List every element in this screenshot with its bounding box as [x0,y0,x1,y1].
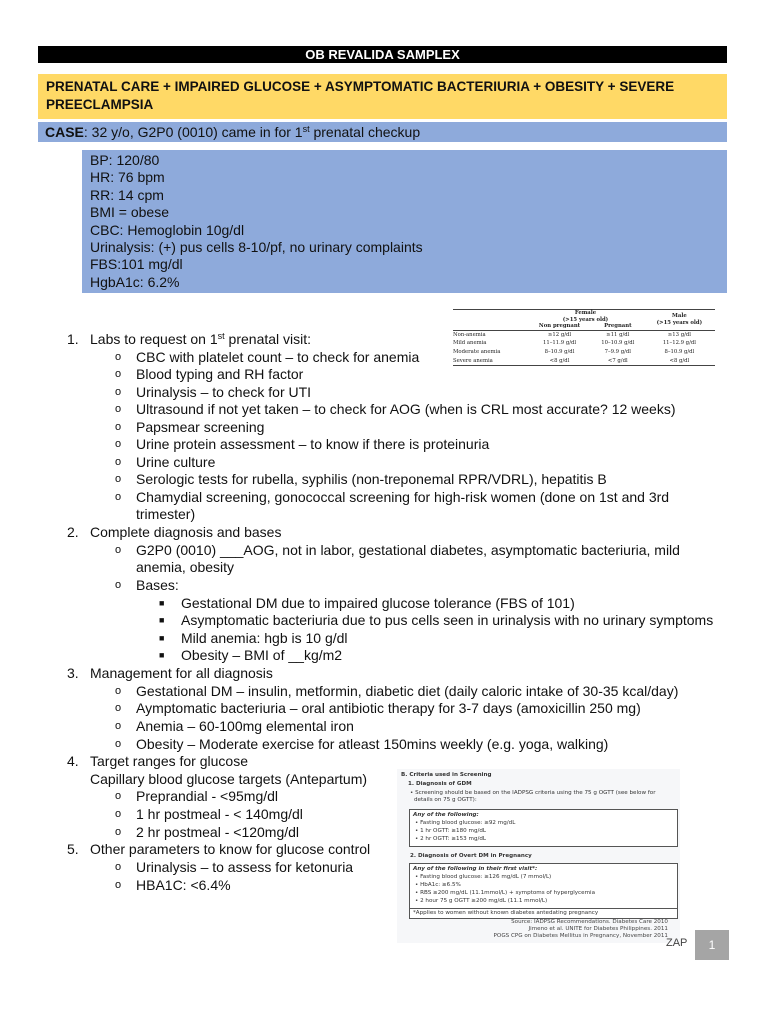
vital-hgba1c: HgbA1c: 6.2% [90,273,180,290]
case-topic-title [38,74,727,119]
topic-title-line-2: PREECLAMPSIA [46,97,154,112]
bullet-glyph: o [115,702,122,714]
vital-fbs: FBS:101 mg/dl [90,256,183,273]
list-item: Urine protein assessment – to know if there is proteinuria [136,436,490,452]
case-description [38,122,727,142]
figure-sub1: 1. Diagnosis of GDM [408,781,472,787]
case-text: : 32 y/o, G2P0 (0010) came in for 1 [83,124,303,140]
figure-footnote: *Applies to women without known diabetes antedating pregnancy [413,910,599,916]
list-item: Urinalysis – to assess for ketonuria [136,859,354,875]
vital-bmi: BMI = obese [90,204,169,221]
bullet-glyph: o [115,473,122,485]
col-nonpregnant: Non pregnant [538,323,581,329]
list-item: Asymptomatic bacteriuria due to pus cells seen in urinalysis with no urinary symptoms [181,612,714,628]
box2-title: Any of the following in their first visit*: [413,866,538,872]
bullet-glyph: o [115,438,122,450]
list-item: Gestational DM – insulin, metformin, diabetic diet (daily caloric intake of 30-35 kcal/day) [136,683,679,699]
section-5-title: Other parameters to know for glucose control [90,841,371,857]
table-row [453,330,715,339]
list-item: Obesity – Moderate exercise for atleast 150mins weekly (e.g. yoga, walking) [136,736,609,752]
figure-note-line2: details on 75 g OGTT): [414,797,477,803]
square-bullet: ■ [159,633,165,643]
section-5-number: 5. [67,841,79,857]
square-bullet: ■ [159,615,165,625]
row-label: Non-anemia [453,331,486,338]
bullet-glyph: o [115,421,122,433]
bullet-glyph: o [115,879,122,891]
cell: ≥11 g/dl [606,331,630,338]
gdm-criteria-box [409,809,678,847]
list-item: HBA1C: <6.4% [136,877,231,893]
box1-item: • 2 hr OGTT: ≥153 mg/dL [415,836,487,842]
table-row [453,339,715,348]
section-1-title [90,331,311,349]
section-3-number: 3. [67,665,79,681]
square-bullet: ■ [159,650,165,660]
cell: 11–12.9 g/dl [662,340,696,347]
cell: 11–11.9 g/dl [542,340,577,347]
list-item: 2 hr postmeal - <120mg/dl [136,824,300,840]
case-text-post: prenatal checkup [309,124,421,140]
anemia-table [453,309,715,366]
figure-sub2: 2. Diagnosis of Overt DM in Pregnancy [410,853,532,859]
page-number: 1 [695,930,729,960]
bullet-glyph: o [115,808,122,820]
bullet-glyph: o [115,790,122,802]
vital-rr: RR: 14 cpm [90,186,164,203]
list-item-continued: anemia, obesity [136,559,235,575]
list-item: Mild anemia: hgb is 10 g/dl [181,630,348,646]
section-3-title: Management for all diagnosis [90,665,273,681]
table-row [453,348,715,357]
cell: <7 g/dl [607,357,628,364]
bullet-glyph: o [115,403,122,415]
col-pregnant: Pregnant [604,323,632,329]
bullet-glyph: o [115,685,122,697]
cell: 10–10.9 g/dl [601,340,635,347]
section-2-title: Complete diagnosis and bases [90,524,282,540]
vital-cbc: CBC: Hemoglobin 10g/dl [90,221,245,238]
overt-dm-box [409,863,678,911]
box2-item: • HbA1c: ≥6.5% [415,882,461,888]
list-item-continued: trimester) [136,506,196,522]
list-item: Gestational DM due to impaired glucose tolerance (FBS of 101) [181,595,575,611]
female-header: Female [574,310,597,316]
bullet-glyph: o [115,491,122,503]
bullet-glyph: o [115,579,122,591]
footnote-box [409,908,678,919]
author-initials: ZAP [666,937,688,949]
vital-bp: BP: 120/80 [90,152,160,168]
bullet-glyph: o [115,826,122,838]
figure-heading: B. Criteria used in Screening [401,772,492,778]
topic-title-line-1: PRENATAL CARE + IMPAIRED GLUCOSE + ASYMPTOMATIC BACTERIURIA + OBESITY + SEVERE [46,79,675,94]
cell: 8–10.9 g/dl [544,348,575,355]
bullet-glyph: o [115,386,122,398]
box1-item: • Fasting blood glucose: ≥92 mg/dL [415,820,516,826]
s1-title-sup: st [217,331,225,341]
list-item: Blood typing and RH factor [136,366,304,382]
table-row [453,357,715,366]
list-item: Anemia – 60-100mg elemental iron [136,718,354,734]
list-item: CBC with platelet count – to check for anemia [136,349,420,365]
bullet-glyph: o [115,861,122,873]
box1-item: • 1 hr OGTT: ≥180 mg/dL [415,828,487,834]
list-item: 1 hr postmeal - < 140mg/dl [136,806,303,822]
cell: 7–9.9 g/dl [604,348,631,355]
figure-source: POGS CPG on Diabetes Mellitus in Pregnancy, November 2011 [493,933,668,939]
list-item: Serologic tests for rubella, syphilis (non-treponemal RPR/VDRL), hepatitis B [136,471,607,487]
box1-title: Any of the following: [413,812,479,818]
cell: <8 g/dl [669,357,690,364]
bullet-glyph: o [115,544,122,556]
list-item: Bases: [136,577,179,593]
row-label: Mild anemia [453,340,487,347]
list-item: Ultrasound if not yet taken – to check for AOG (when is CRL most accurate? 12 weeks) [136,401,676,417]
female-sub: (>15 years old) [562,316,609,323]
vital-urinalysis: Urinalysis: (+) pus cells 8-10/pf, no urinary complaints [90,239,423,256]
section-4-title: Target ranges for glucose [90,753,248,769]
cell: ≥13 g/dl [667,331,691,338]
bullet-glyph: o [115,738,122,750]
bullet-glyph: o [115,368,122,380]
section-2-number: 2. [67,524,79,540]
vitals-box [82,150,727,293]
cell: ≥12 g/dl [547,331,572,338]
s1-title-post: prenatal visit: [224,331,312,347]
case-sup: st [302,124,310,134]
list-item: G2P0 (0010) ___AOG, not in labor, gestational diabetes, asymptomatic bacteriuria, mild [136,542,680,558]
box2-item: • 2 hour 75 g OGTT ≥200 mg/dL (11.1 mmol/L) [415,898,548,904]
bullet-glyph: o [115,351,122,363]
bullet-glyph: o [115,456,122,468]
section-1-number: 1. [67,331,79,347]
list-item: Chamydial screening, gonococcal screening for high-risk women (done on 1st and 3rd [136,489,670,505]
section-4-number: 4. [67,753,79,769]
gdm-criteria-figure [397,769,680,943]
row-label: Severe anemia [453,357,493,364]
vital-hr: HR: 76 bpm [90,169,165,186]
box2-item: • RBS ≥200 mg/dL (11.1mmol/L) + symptoms of hyperglycemia [415,890,596,896]
male-header: Male [672,313,687,320]
list-item: Preprandial - <95mg/dl [136,788,279,804]
list-item: Aymptomatic bacteriuria – oral antibiotic therapy for 3-7 days (amoxicillin 250 mg) [136,700,641,716]
case-label: CASE [45,124,84,140]
figure-source: Jimeno et al. UNITE for Diabetes Philippines. 2011 [528,926,668,932]
cell: <8 g/dl [549,357,570,364]
list-item: Urinalysis – to check for UTI [136,384,312,400]
square-bullet: ■ [159,598,165,608]
box2-item: • Fasting blood glucose: ≥126 mg/dL (7 mmol/L) [415,874,552,880]
male-sub: (>15 years old) [656,319,703,326]
document-header: OB REVALIDA SAMPLEX [38,46,727,63]
figure-note-line1: • Screening should be based on the IADPSG criteria using the 75 g OGTT (see below for [410,790,656,796]
cell: 8–10.9 g/dl [664,348,695,355]
s1-title-pre: Labs to request on 1 [90,331,218,347]
row-label: Moderate anemia [453,348,501,355]
list-item: Papsmear screening [136,419,265,435]
list-item: Obesity – BMI of __kg/m2 [181,647,343,663]
bullet-glyph: o [115,720,122,732]
figure-source: Source: IADPSG Recommendations. Diabetes Care 2010 [511,919,668,925]
list-item: Urine culture [136,454,216,470]
section-4-subtitle: Capillary blood glucose targets (Antepartum) [90,771,368,787]
